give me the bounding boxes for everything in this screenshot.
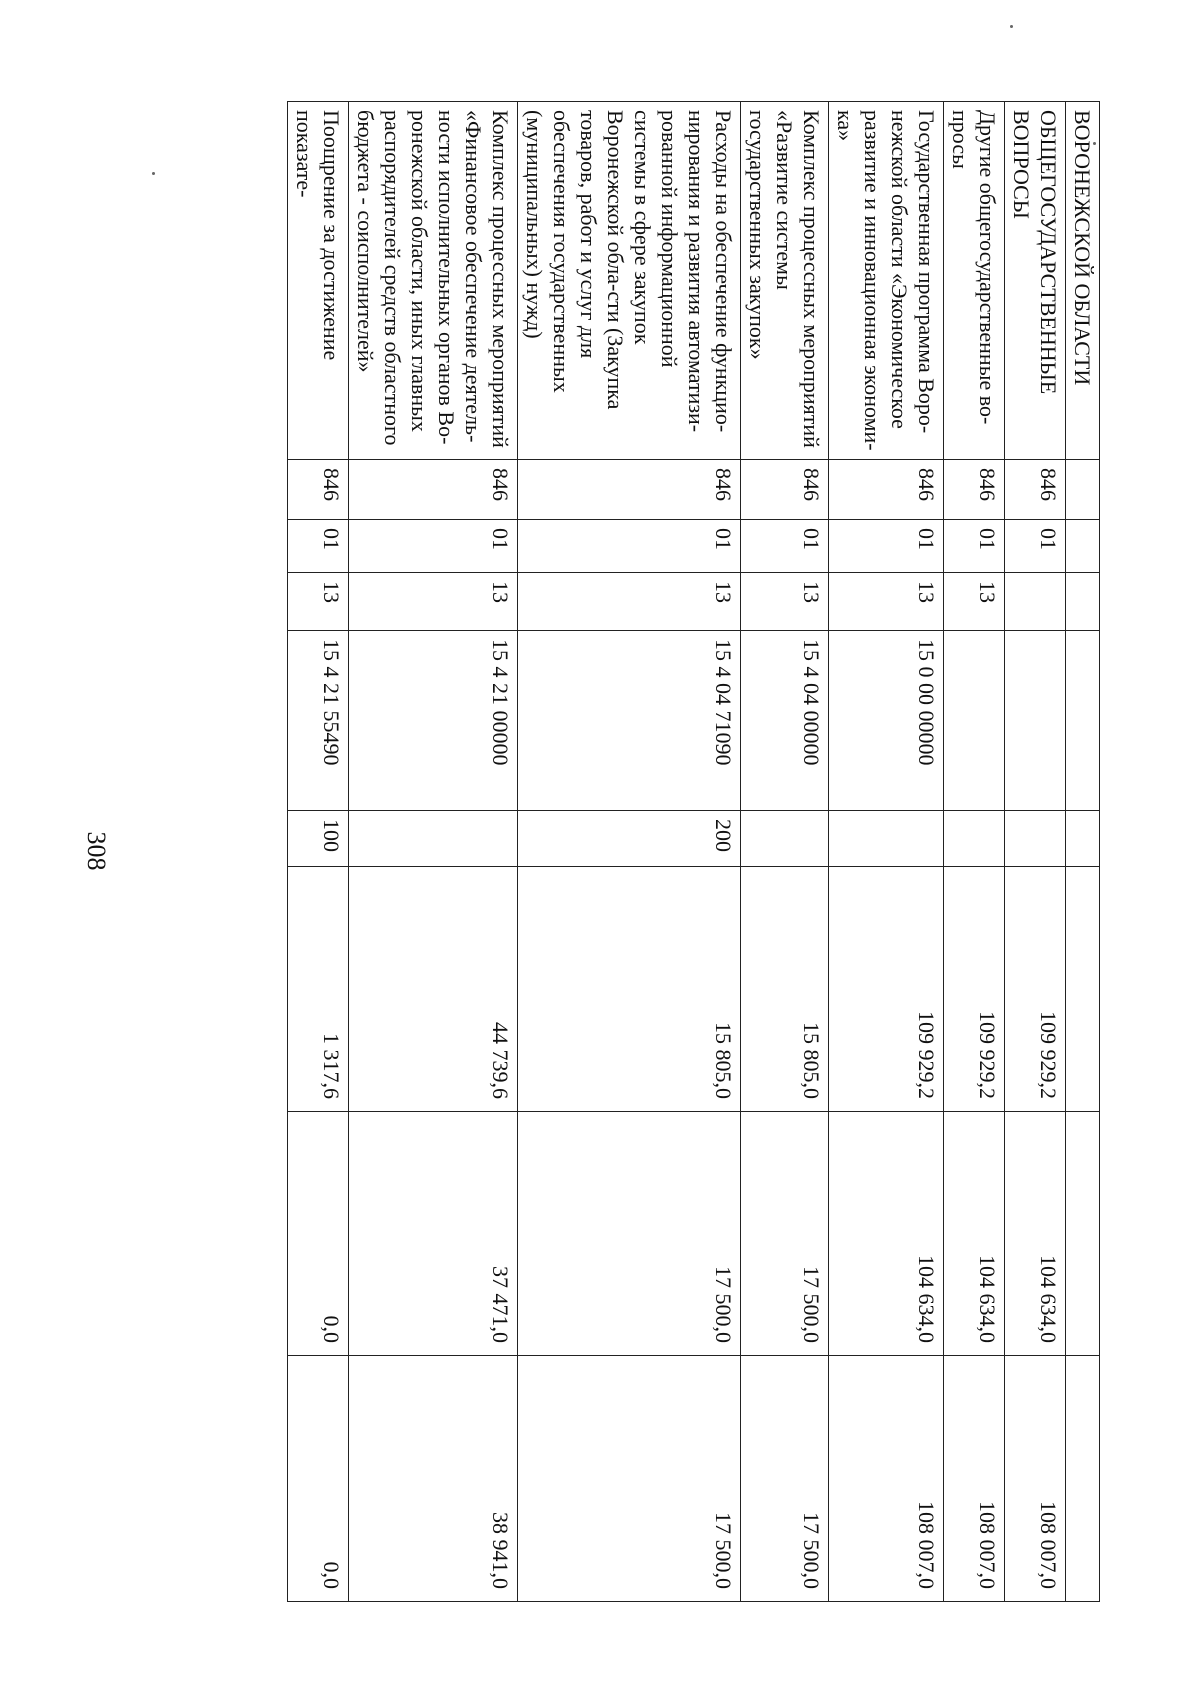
section-code-cell: 01 [288,520,349,573]
table-row [944,102,1005,1602]
expense-type-cell [741,811,829,867]
item-name-cell: Комплекс процессных мероприятий «Финансовое обеспечение деятель-ности исполнительных органов Во-ронежской области, иных главных распорядителей средств областного бюджета - соисполнителей» [349,102,518,460]
subsection-code-cell: 13 [288,573,349,631]
budget-table [287,101,1100,1602]
amount-year-2-cell: 0,0 [288,1112,349,1356]
amount-year-3-cell: 17 500,0 [741,1356,829,1602]
section-code-cell [1066,520,1100,573]
amount-year-1-cell: 109 929,2 [944,867,1005,1112]
grbs-code-cell: 846 [1005,460,1066,520]
budget-table-container [200,101,1100,1601]
section-code-cell: 01 [944,520,1005,573]
table-row [518,102,741,1602]
expense-type-cell [1005,811,1066,867]
table-row [1005,102,1066,1602]
expense-type-cell [349,811,518,867]
section-code-cell: 01 [1005,520,1066,573]
grbs-code-cell: 846 [518,460,741,520]
amount-year-1-cell: 15 805,0 [518,867,741,1112]
item-name-cell: Поощрение за достижение показате- [288,102,349,460]
amount-year-3-cell: 108 007,0 [944,1356,1005,1602]
amount-year-1-cell: 1 317,6 [288,867,349,1112]
expense-type-cell: 100 [288,811,349,867]
grbs-code-cell: 846 [829,460,944,520]
item-name-cell: Государственная программа Воро-нежской области «Экономическое развитие и инновационная экономи-ка» [829,102,944,460]
amount-year-2-cell [1066,1112,1100,1356]
subsection-code-cell: 13 [944,573,1005,631]
subsection-code-cell: 13 [349,573,518,631]
subsection-code-cell [1005,573,1066,631]
target-article-cell: 15 4 21 55490 [288,631,349,811]
amount-year-3-cell [1066,1356,1100,1602]
amount-year-3-cell: 38 941,0 [349,1356,518,1602]
target-article-cell: 15 4 04 00000 [741,631,829,811]
item-name-cell: Другие общегосударственные во-просы [944,102,1005,460]
item-name-cell: ОБЩЕГОСУДАРСТВЕННЫЕ ВОПРОСЫ [1005,102,1066,460]
budget-table-rotated [200,101,1100,1601]
amount-year-1-cell: 44 739,6 [349,867,518,1112]
page-number: 308 [82,831,111,871]
subsection-code-cell: 13 [518,573,741,631]
expense-type-cell [944,811,1005,867]
section-code-cell: 01 [741,520,829,573]
expense-type-cell [1066,811,1100,867]
amount-year-2-cell: 17 500,0 [741,1112,829,1356]
amount-year-2-cell: 37 471,0 [349,1112,518,1356]
section-code-cell: 01 [829,520,944,573]
target-article-cell [1005,631,1066,811]
amount-year-1-cell [1066,867,1100,1112]
target-article-cell: 15 0 00 00000 [829,631,944,811]
amount-year-1-cell: 109 929,2 [1005,867,1066,1112]
item-name-cell: ВОРОНЕЖСКОЙ ОБЛАСТИ [1066,102,1100,460]
table-row [1066,102,1100,1602]
item-name-cell: Расходы на обеспечение функцио-нирования и развития автоматизи-рованной информационной системы в сфере закупок Воронежской обла-сти (Закупка товаров, работ и услуг для обеспечения государственных (муниципальных) нужд) [518,102,741,460]
grbs-code-cell [1066,460,1100,520]
grbs-code-cell: 846 [349,460,518,520]
table-row [288,102,349,1602]
item-name-cell: Комплекс процессных мероприятий «Развитие системы государственных закупок» [741,102,829,460]
amount-year-2-cell: 17 500,0 [518,1112,741,1356]
scan-speck [152,172,155,175]
target-article-cell [1066,631,1100,811]
scan-speck [1010,25,1013,28]
grbs-code-cell: 846 [741,460,829,520]
table-row [829,102,944,1602]
section-code-cell: 01 [518,520,741,573]
subsection-code-cell [1066,573,1100,631]
amount-year-3-cell: 108 007,0 [1005,1356,1066,1602]
target-article-cell [944,631,1005,811]
amount-year-1-cell: 15 805,0 [741,867,829,1112]
table-row [741,102,829,1602]
amount-year-3-cell: 108 007,0 [829,1356,944,1602]
amount-year-2-cell: 104 634,0 [829,1112,944,1356]
subsection-code-cell: 13 [829,573,944,631]
table-row [349,102,518,1602]
amount-year-3-cell: 17 500,0 [518,1356,741,1602]
amount-year-3-cell: 0,0 [288,1356,349,1602]
target-article-cell: 15 4 21 00000 [349,631,518,811]
amount-year-2-cell: 104 634,0 [1005,1112,1066,1356]
grbs-code-cell: 846 [288,460,349,520]
expense-type-cell [829,811,944,867]
expense-type-cell: 200 [518,811,741,867]
amount-year-1-cell: 109 929,2 [829,867,944,1112]
section-code-cell: 01 [349,520,518,573]
target-article-cell: 15 4 04 71090 [518,631,741,811]
subsection-code-cell: 13 [741,573,829,631]
grbs-code-cell: 846 [944,460,1005,520]
amount-year-2-cell: 104 634,0 [944,1112,1005,1356]
